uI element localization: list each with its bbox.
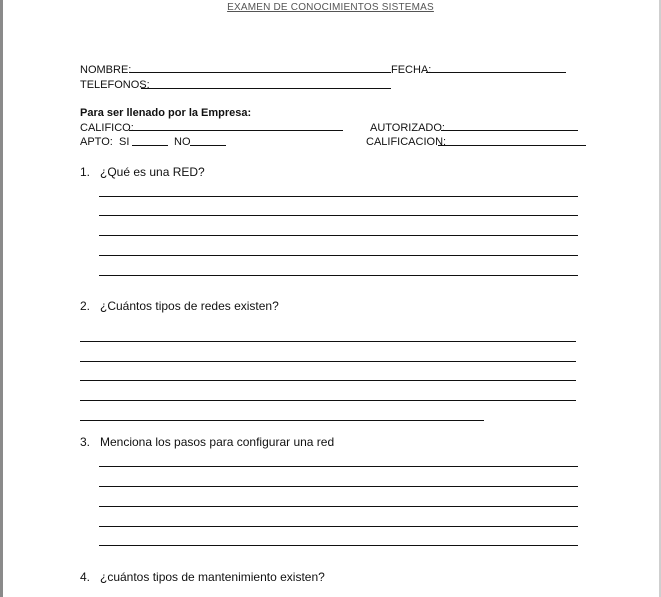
autorizado-label: AUTORIZADO:: [370, 122, 445, 134]
question-number: 2.: [80, 299, 91, 313]
answer-line[interactable]: [80, 361, 576, 362]
window-left-edge: [0, 0, 3, 597]
question-text: Menciona los pasos para configurar una red: [100, 435, 335, 449]
question-3: [80, 435, 334, 449]
telefonos-field-line[interactable]: [141, 88, 391, 89]
fecha-field-line[interactable]: [426, 72, 566, 73]
si-label: SI: [119, 136, 130, 148]
no-field-line[interactable]: [190, 145, 226, 146]
answer-line[interactable]: [80, 341, 576, 342]
question-4: [80, 570, 325, 584]
calificacion-field-line[interactable]: [438, 145, 586, 146]
answer-line[interactable]: [80, 420, 484, 421]
fecha-label: FECHA:: [391, 64, 432, 76]
answer-line[interactable]: [99, 215, 578, 216]
nombre-field-line[interactable]: [129, 72, 391, 73]
question-number: 1.: [80, 165, 91, 179]
answer-line[interactable]: [99, 506, 578, 507]
question-text: ¿Cuántos tipos de redes existen?: [100, 299, 279, 313]
nombre-label: NOMBRE:: [80, 64, 132, 76]
si-field-line[interactable]: [132, 145, 168, 146]
answer-line[interactable]: [99, 466, 578, 467]
autorizado-field-line[interactable]: [441, 130, 578, 131]
document-title: EXAMEN DE CONOCIMIENTOS SISTEMAS: [227, 2, 434, 13]
question-1: [80, 165, 205, 179]
apto-label: APTO:: [80, 136, 113, 148]
empresa-heading: Para ser llenado por la Empresa:: [80, 107, 252, 119]
no-label: NO: [174, 136, 191, 148]
answer-line[interactable]: [99, 486, 578, 487]
califico-label: CALIFICO:: [80, 122, 134, 134]
question-number: 4.: [80, 570, 91, 584]
answer-line[interactable]: [99, 196, 578, 197]
answer-line[interactable]: [99, 235, 578, 236]
answer-line[interactable]: [99, 545, 578, 546]
califico-field-line[interactable]: [129, 130, 343, 131]
question-number: 3.: [80, 435, 91, 449]
answer-line[interactable]: [80, 380, 576, 381]
telefonos-label: TELEFONOS:: [80, 79, 150, 91]
answer-line[interactable]: [99, 275, 578, 276]
calificacion-label: CALIFICACION:: [366, 136, 447, 148]
question-text: ¿cuántos tipos de mantenimiento existen?: [100, 570, 325, 584]
question-2: [80, 299, 279, 313]
answer-line[interactable]: [99, 255, 578, 256]
question-text: ¿Qué es una RED?: [100, 165, 205, 179]
answer-line[interactable]: [99, 526, 578, 527]
answer-line[interactable]: [80, 400, 576, 401]
